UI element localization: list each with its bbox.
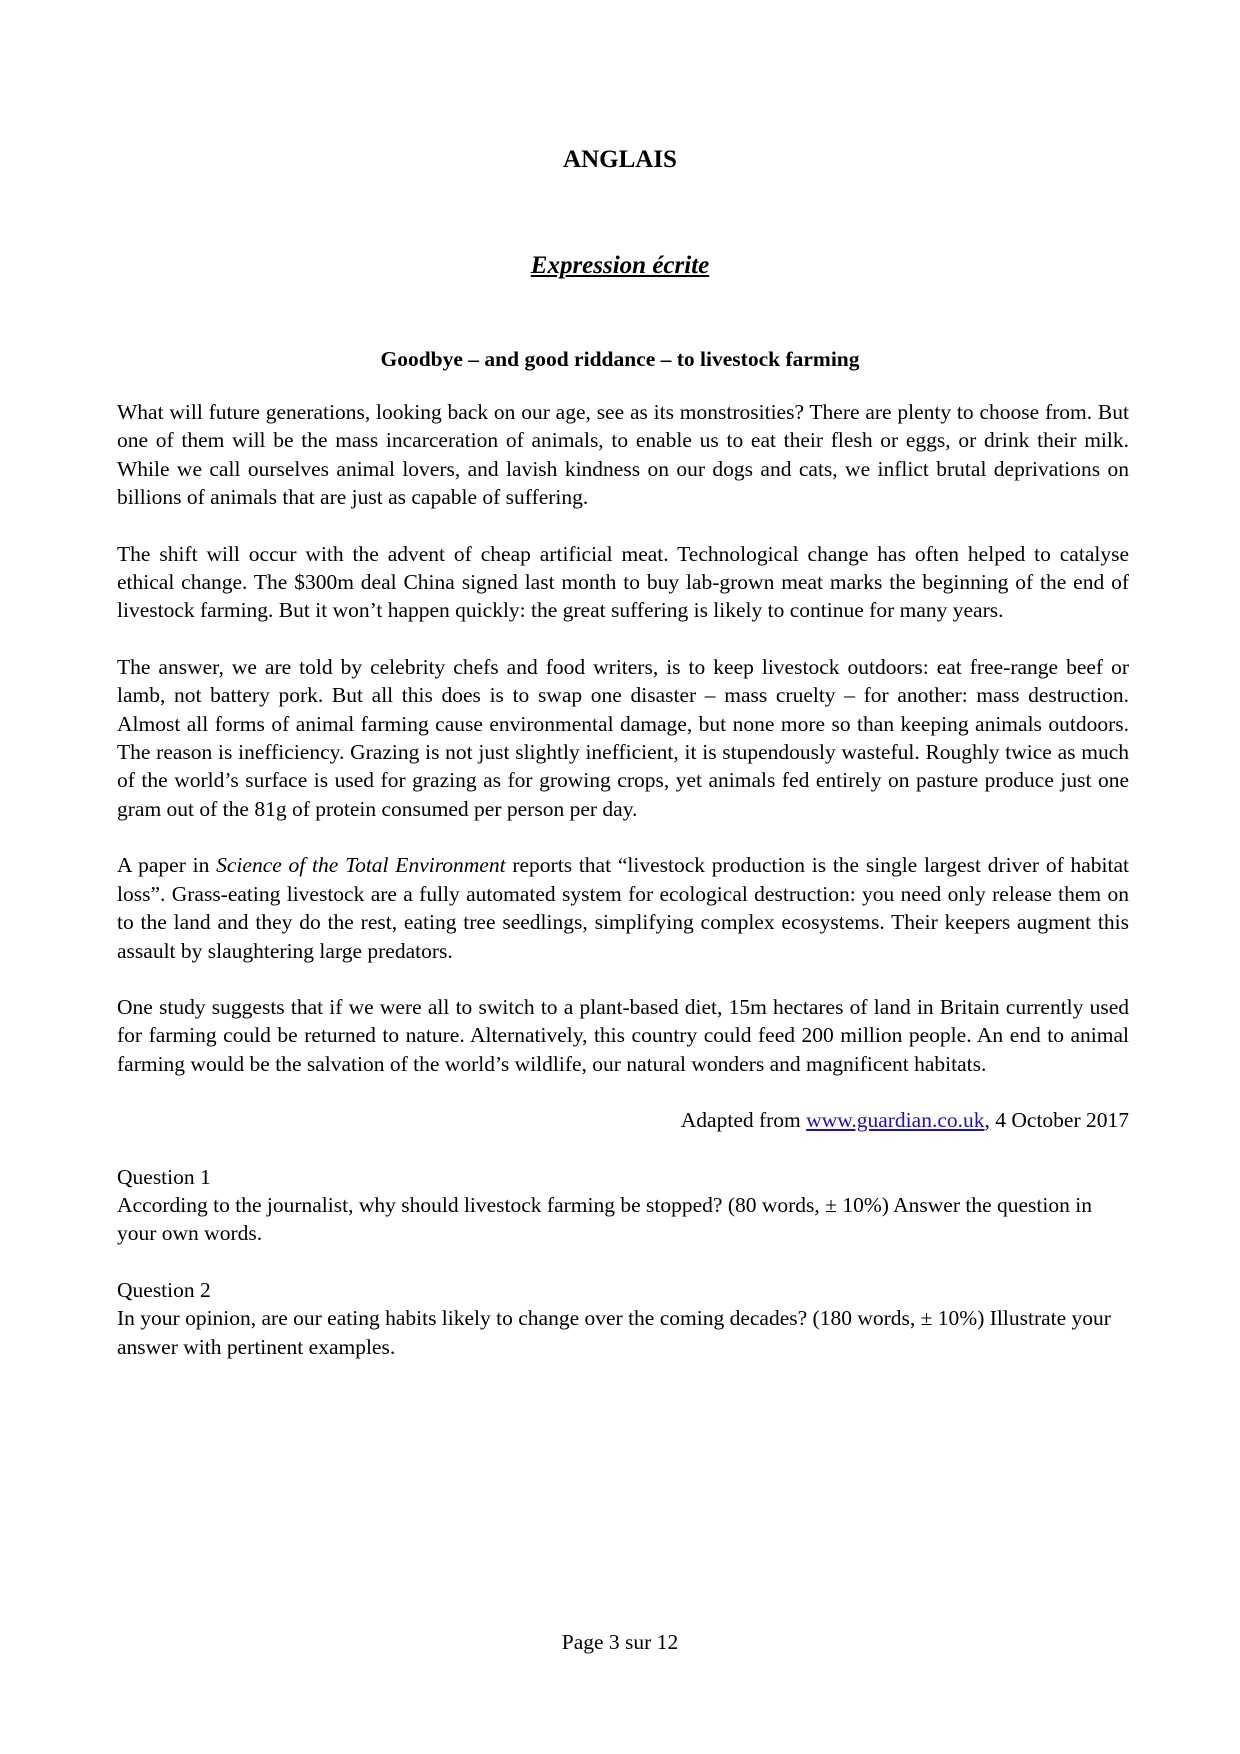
question-2-text: In your opinion, are our eating habits likely to change over the coming decades? (180 words, ± 10%) Illustrate your answer with pertinent examples.	[117, 1306, 1111, 1359]
subject-heading: ANGLAIS	[563, 146, 677, 173]
article-paragraph-1: What will future generations, looking back on our age, see as its monstrosities? There are plenty to choose from. But one of them will be the mass incarceration of animals, to enable us to eat their flesh or eggs, or drink their milk. While we call ourselves animal lovers, and lavish kindness on our dogs and cats, we inflict brutal deprivations on billions of animals that are just as capable of suffering.	[117, 400, 1129, 510]
question-1	[117, 1163, 1129, 1248]
question-2	[117, 1276, 1129, 1361]
article-paragraph-5: One study suggests that if we were all to switch to a plant-based diet, 15m hectares of land in Britain currently used for farming could be returned to nature. Alternatively, this country could feed 200 million people. An end to animal farming would be the salvation of the world’s wildlife, our natural wonders and magnificent habitats.	[117, 994, 1129, 1076]
article-paragraph-3: The answer, we are told by celebrity chefs and food writers, is to keep livestock outdoors: eat free-range beef or lamb, not battery pork. But all this does is to swap one disaster – mass cruelty – for another: mass destruction. Almost all forms of animal farming cause environmental damage, but none more so than keeping animals outdoors. The reason is inefficiency. Grazing is not just slightly inefficient, it is stupendously wasteful. Roughly twice as much of the world’s surface is used for grazing as for growing crops, yet animals fed entirely on pasture produce just one gram out of the 81g of protein consumed per person per day.	[117, 654, 1129, 821]
article-title: Goodbye – and good riddance – to livestock farming	[380, 347, 860, 371]
page-number: Page 3 sur 12	[561, 1630, 679, 1654]
paragraph-4-rest: reports that “livestock production is the single largest driver of habitat loss”. Grass-eating livestock are a fully automated system for ecological destruction: you need only release them on to the land and they do the rest, eating tree seedlings, simplifying complex ecosystems. Their keepers augment this assault by slaughtering large predators.	[117, 853, 1130, 963]
source-date: , 4 October 2017	[984, 1108, 1129, 1133]
source-link[interactable]: www.guardian.co.uk	[806, 1108, 985, 1133]
paragraph-4-intro: A paper in	[117, 853, 217, 878]
journal-title: Science of the Total Environment	[216, 853, 506, 878]
source-prefix: Adapted from	[680, 1108, 807, 1133]
question-1-label: Question 1	[117, 1164, 211, 1189]
article-paragraph-4	[117, 851, 1129, 965]
article-paragraph-2: The shift will occur with the advent of cheap artificial meat. Technological change has often helped to catalyse ethical change. The $300m deal China signed last month to buy lab-grown meat marks the beginning of the end of livestock farming. But it won’t happen quickly: the great suffering is likely to continue for many years.	[117, 541, 1129, 623]
source-citation	[117, 1106, 1129, 1134]
article-body	[117, 398, 1129, 1389]
question-1-text: According to the journalist, why should livestock farming be stopped? (80 words, ± 10%) Answer the question in your own words.	[117, 1192, 1092, 1246]
section-heading: Expression écrite	[530, 252, 710, 279]
question-2-label: Question 2	[117, 1277, 211, 1302]
